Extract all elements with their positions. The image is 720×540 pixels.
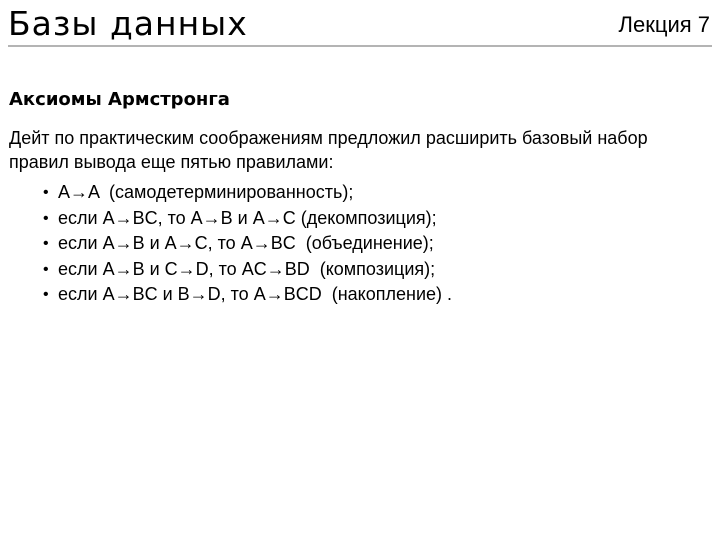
bullet-icon: • [43,184,49,201]
list-item [43,206,452,232]
bullet-icon: • [43,235,49,252]
header-divider [8,45,712,47]
slide-title: Базы данных [8,4,248,43]
rule-text: если A→B и C→D, то AC→BD (композиция); [58,258,436,279]
section-heading: Аксиомы Армстронга [9,89,230,110]
rule-text: если A→BC и B→D, то A→BCD (накопление) . [58,284,453,304]
rule-text: если A→BC, то A→B и A→C (декомпозиция); [58,207,437,228]
rule-text: A→A (самодетерминированность); [58,182,354,202]
bullet-icon: • [43,260,49,278]
list-item [43,282,452,308]
bullet-icon: • [43,286,49,303]
bullet-icon: • [43,209,49,227]
rule-text: если A→B и A→C, то A→BC (объединение); [58,233,434,253]
lecture-label: Лекция 7 [618,12,710,37]
list-item [43,257,452,283]
list-item [43,180,452,206]
rules-list [43,180,452,308]
intro-paragraph: Дейт по практическим соображениям предложил расширить базовый набор правил вывода еще пятью правилами: [9,128,648,172]
list-item [43,231,452,257]
